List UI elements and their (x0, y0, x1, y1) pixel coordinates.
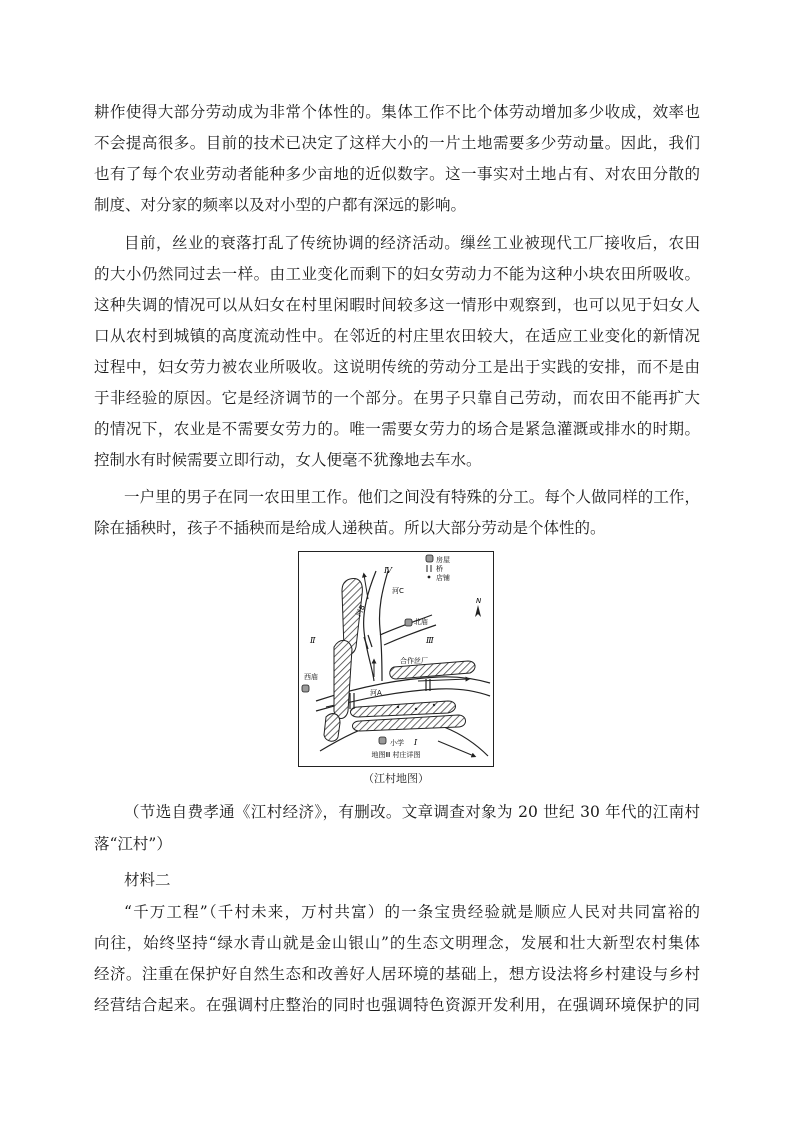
label-river-c: 河C (392, 587, 404, 595)
legend-house: 房屋 (436, 556, 450, 564)
label-school: 小学 (390, 739, 404, 747)
label-zone-1: Ⅰ (414, 738, 418, 747)
text-line: 一户里的男子在同一农田里工作。他们之间没有特殊的分工。每个人做同样的工作， (124, 488, 700, 506)
text-line: 也有了每个农业劳动者能种多少亩地的近似数字。这一事实对土地占有、对农田分散的 (94, 165, 700, 183)
label-north-temple: 北庙 (414, 618, 428, 626)
text-line: 制度、对分家的频率以及对小型的户都有深远的影响。 (94, 196, 467, 214)
text-line: 向往，始终坚持“绿水青山就是金山银山”的生态文明理念，发展和壮大新型农村集体 (94, 934, 700, 952)
figure-caption: （江村地图） (363, 772, 429, 785)
source-note: 落“江村”） (94, 835, 172, 853)
village-map (298, 551, 494, 767)
text-line: 的情况下，农业是不需要女劳力的。唯一需要女劳力的场合是紧急灌溉或排水的时期。 (94, 420, 700, 438)
text-line: 经济。注重在保护好自然生态和改善好人居环境的基础上，想方设法将乡村建设与乡村 (94, 965, 700, 983)
source-note: （节选自费孝通《江村经济》，有删改。文章调查对象为 20 世纪 30 年代的江南村 (124, 803, 700, 821)
label-zone-3: Ⅲ (426, 636, 434, 645)
label-silk-factory: 合作丝厂 (400, 657, 428, 665)
text-line: 控制水有时候需要立即行动，女人便毫不犹豫地去车水。 (94, 451, 482, 469)
label-west-temple: 西庙 (304, 673, 318, 681)
text-line: 这种失调的情况可以从妇女在村里闲暇时间较多这一情形中观察到，也可以见于妇女人 (94, 296, 700, 314)
label-zone-4: Ⅳ (384, 566, 392, 575)
text-line: 不会提高很多。目前的技术已决定了这样大小的一片土地需要多少劳动量。因此，我们 (94, 134, 700, 152)
label-river-b: 河B (354, 603, 367, 618)
text-line: 的大小仍然同过去一样。由工业变化而剩下的妇女劳动力不能为这种小块农田所吸收。 (94, 265, 700, 283)
label-river-a: 河A (370, 689, 382, 697)
text-line: 过程中，妇女劳力被农业所吸收。这说明传统的劳动分工是出于实践的安排，而不是由 (94, 358, 700, 376)
village-block-sw (324, 714, 340, 742)
legend-shop: 店铺 (436, 574, 450, 582)
compass-label: N (476, 597, 482, 605)
label-zone-2: Ⅱ (310, 636, 316, 645)
map-title: 地图Ⅲ 村庄详图 (371, 751, 421, 759)
text-line: 耕作使得大部分劳动成为非常个体性的。集体工作不比个体劳动增加多少收成，效率也 (94, 103, 700, 121)
section-heading: 材料二 (124, 871, 171, 889)
text-line: 于非经验的原因。它是经济调节的一个部分。在男子只靠自己劳动，而农田不能再扩大 (94, 389, 700, 407)
text-line: 经营结合起来。在强调村庄整治的同时也强调特色资源开发利用，在强调环境保护的同 (94, 996, 700, 1014)
text-line: 目前，丝业的衰落打乱了传统协调的经济活动。缫丝工业被现代工厂接收后，农田 (124, 234, 700, 252)
text-line: 除在插秧时，孩子不插秧而是给成人递秧苗。所以大部分劳动是个体性的。 (94, 519, 606, 537)
text-line: 口从农村到城镇的高度流动性中。在邻近的村庄里农田较大，在适应工业变化的新情况 (94, 327, 700, 345)
text-line: “千万工程”（千村未来，万村共富）的一条宝贵经验就是顺应人民对共同富裕的 (124, 903, 700, 921)
legend-bridge: 桥 (436, 565, 443, 573)
